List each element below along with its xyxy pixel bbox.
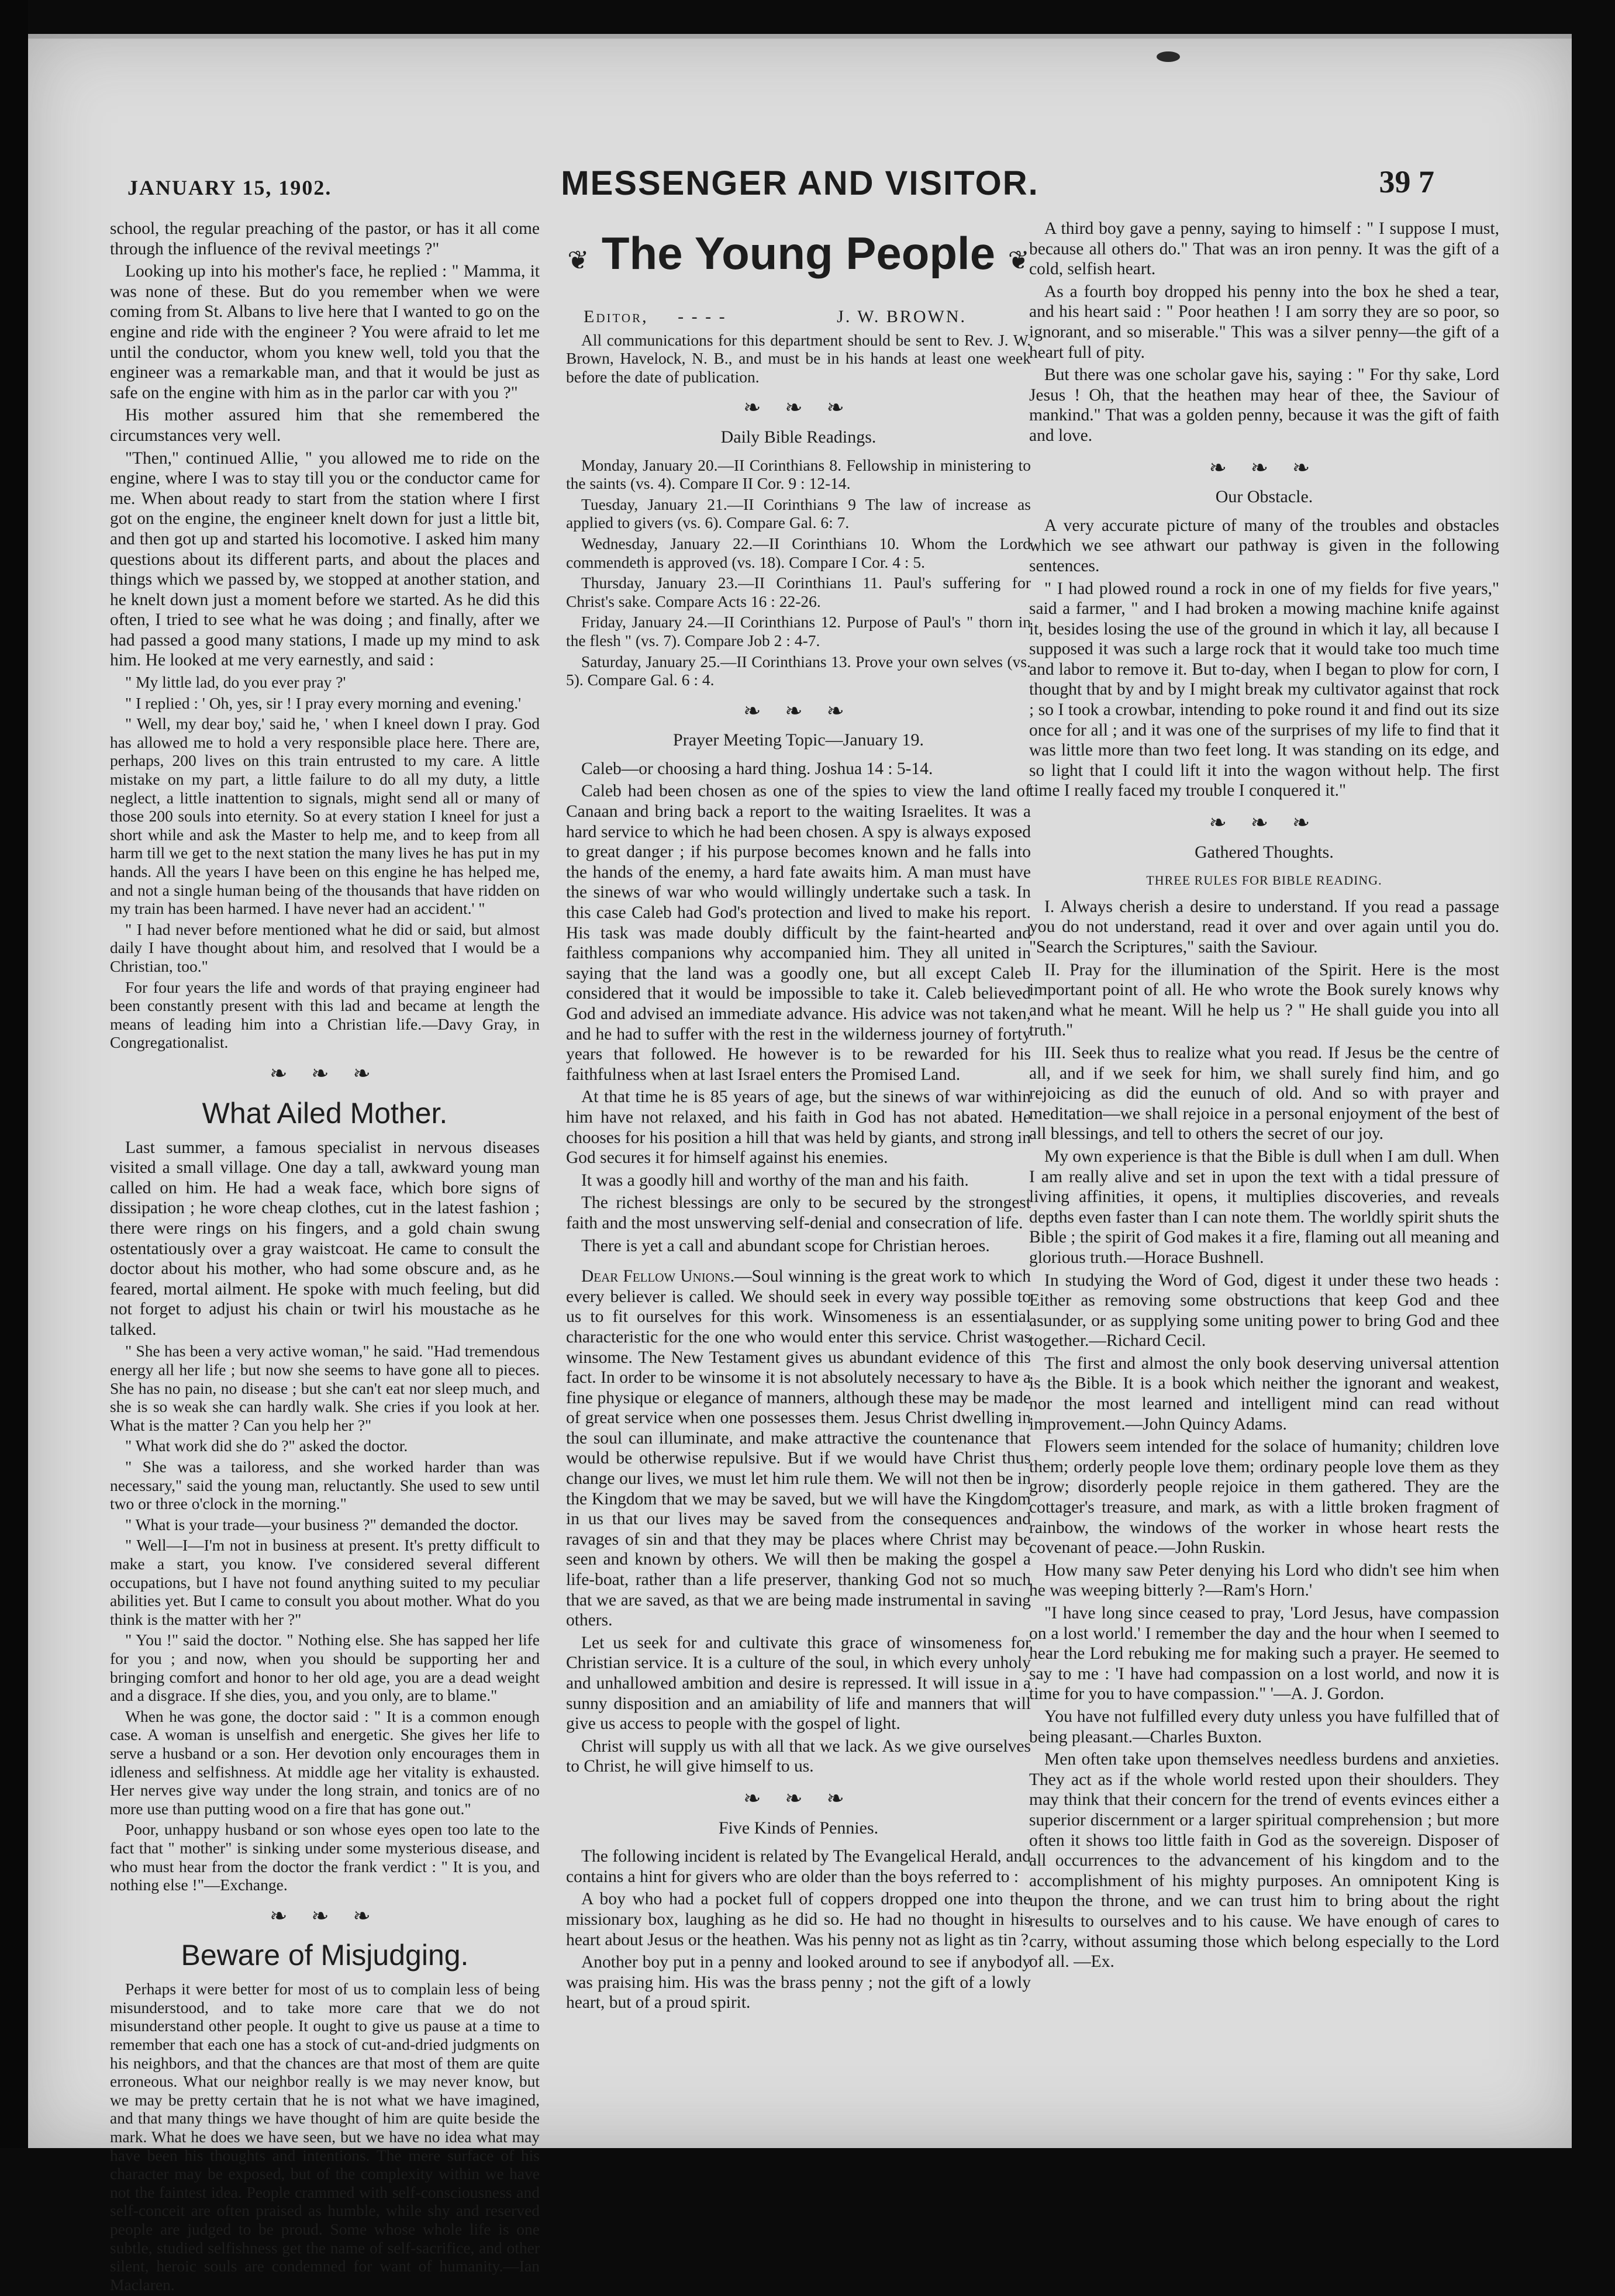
masthead (28, 138, 1572, 208)
paragraph: Caleb had been chosen as one of the spies to view the land of Canaan and bring back a report to the waiting Israelites. It was a hard service to which he had been chosen. A spy is always exposed to great danger ; if his purpose becomes known and he falls into the hands of the enemy, a hard fate awaits him. A man must have the sinews of war who would willingly undertake such a task. In this case Caleb had God's protection and lived to make his report. His task was made doubly difficult by the faint-hearted and faithless companions why accompanied him. They all united in saying that the land was a goodly one, but all except Caleb considered that it would be impossible to take it. Caleb believed God and advised an immediate advance. His advice was not taken, and he had to suffer with the rest in the wilderness journey of forty years that followed. He however is to be rewarded for his faithfulness when at last Israel enters the Promised Land. (566, 782, 1031, 1084)
editor-label: Editor, (584, 307, 648, 326)
reading-item: Saturday, January 25.—II Corinthians 13. Prove your own selves (vs. 5). Compare Gal. 6 : 4. (566, 652, 1031, 689)
paragraph: How many saw Peter denying his Lord who didn't see him when he was weeping bitterly ?—Ram's Horn.' (1029, 1560, 1499, 1600)
newspaper-page (28, 34, 1572, 2294)
paragraph: " Well, my dear boy,' said he, ' when I kneel down I pray. God has allowed me to hold a very responsible place here. There are, perhaps, 200 lives on this train entrusted to my care. A little mistake on my part, a little failure to do all my duty, a little neglect, a little inattention to signals, might send all or many of those 200 souls into eternity. So at every station I kneel for just a short while and ask the Master to help me, and to keep from all harm till we get to the next station the many lives he has put in my hands. All the years I have been on this engine he has helped me, and not a single human being of the thousands that have ridden on my train has been harmed. I have never had an accident.' " (110, 714, 540, 918)
paragraph: " I had never before mentioned what he did or said, but almost daily I have thought about him, and resolved that I would be a Christian, too." (110, 920, 540, 975)
paragraph: My own experience is that the Bible is dull when I am dull. When I am really alive and set in upon the text with a tidal pressure of living affinities, it opens, it multiplies discoveries, and reveals depths even faster than I can note them. The worldly spirit shuts the Bible ; the spirit of God makes it a fire, flaming out all meaning and glorious truth.—Horace Bushnell. (1029, 1147, 1499, 1267)
ornament-divider: ❧ ❧ ❧ (743, 396, 854, 420)
paragraph: At that time he is 85 years of age, but the sinews of war within him have not relaxed, and his faith in God has not abated. He chooses for his position a hill that was held by giants, and strong in God secures it for himself against his enemies. (566, 1087, 1031, 1168)
reading-item: Friday, January 24.—II Corinthians 12. Purpose of Paul's " thorn in the flesh " (vs. 7). Compare Job 2 : 4-7. (566, 613, 1031, 650)
reading-item: Tuesday, January 21.—II Corinthians 9 The law of increase as applied to givers (vs. 6). Compare Gal. 6: 7. (566, 495, 1031, 532)
article-subheading: THREE RULES FOR BIBLE READING. (1146, 873, 1382, 888)
paragraph: A boy who had a pocket full of coppers dropped one into the missionary box, laughing as he did so. He had no thought in his heart about Jesus or the heathen. Was his penny not as light as tin ? (566, 1890, 1031, 1949)
paragraph: " You !" said the doctor. " Nothing else. She has sapped her life for you ; and now, when you should be supporting her and bringing comfort and honor to her old age, you are a dead weight and a disgrace. If she dies, you, and you only, are to blame." (110, 1631, 540, 1705)
paragraph: Perhaps it were better for most of us to complain less of being misunderstood, and to take more care that we do not misunderstand other people. It ought to give us pause at a time to remember that each one has a stock of cut-and-dried judgments on his neighbors, and that the chances are that most of them are quite erroneous. What our neighbor really is we may never know, but we may be pretty certain that he is not what we have imagined, and that many things we have thought of him are quite beside the mark. What he does we have seen, but we have no idea what may have been his thoughts and intentions. The mere surface of his character may be exposed, but of the complexity within we have not the faintest idea. People crammed with self-consciousness and self-conceit are often praised as humble, while shy and reserved people are judged to be proud. Some whose whole life is one subtle, studied selfishness get the name of self-sacrifice, and other silent, heroic souls are condemned for want of humanity.—Ian Maclaren. (110, 1980, 540, 2294)
reading-item: Wednesday, January 22.—II Corinthians 10. Whom the Lord commendeth is approved (vs. 18). Compare I Cor. 4 : 5. (566, 534, 1031, 571)
paragraph: But there was one scholar gave his, saying : " For thy sake, Lord Jesus ! Oh, that the heathen may hear of thee, the Saviour of mankind." That was a golden penny, because it was the gift of faith and love. (1029, 365, 1499, 445)
frame-edge (28, 34, 1572, 39)
paragraph: Poor, unhappy husband or son whose eyes open too late to the fact that " mother" is sinking under some mysterious disease, and who must hear from the doctor the frank verdict : " It is you, and nothing else !"—Exchange. (110, 1820, 540, 1894)
issue-date: JANUARY 15, 1902. (127, 176, 332, 199)
paragraph: A very accurate picture of many of the troubles and obstacles which we see athwart our pathway is given in the following sentences. (1029, 516, 1499, 575)
paragraph: In studying the Word of God, digest it under these two heads : Either as removing some obstructions that keep God and thee asunder, or as supplying some uniting power to bring God and thee together.—Richard Cecil. (1029, 1270, 1499, 1351)
paragraph: A third boy gave a penny, saying to himself : " I suppose I must, because all others do." That was an iron penny. It was the gift of a cold, selfish heart. (1029, 219, 1499, 279)
editor-dashes: - - - - (678, 307, 727, 326)
paragraph: The richest blessings are only to be secured by the strongest faith and the most unswerving self-denial and consecration of life. (566, 1193, 1031, 1232)
paragraph: It was a goodly hill and worthy of the man and his faith. (581, 1171, 969, 1190)
paragraph: Christ will supply us with all that we lack. As we give ourselves to Christ, he will give himself to us. (566, 1736, 1031, 1776)
paragraph: " Well—I—I'm not in business at present. It's pretty difficult to make a start, you know. I've considered several different occupations, but I have not found anything suited to my peculiar abilities yet. But I came to consult you about mother. What do you think is the matter with her ?" (110, 1536, 540, 1628)
paragraph: For four years the life and words of that praying engineer had been constantly present with this lad and became at length the means of leading him into a Christian life.—Davy Gray, in Congregationalist. (110, 978, 540, 1052)
paragraph: There is yet a call and abundant scope for Christian heroes. (581, 1236, 990, 1255)
paragraph: " My little lad, do you ever pray ?' (125, 673, 346, 692)
newspaper-title: MESSENGER AND VISITOR. (561, 164, 1039, 202)
paragraph: " What is your trade—your business ?" demanded the doctor. (125, 1515, 519, 1534)
paragraph: You have not fulfilled every duty unless you have fulfilled that of being pleasant.—Charles Buxton. (1029, 1707, 1499, 1746)
paragraph: Flowers seem intended for the solace of humanity; children love them; orderly people love them; ordinary people love them as they grow; disorderly people rejoice in them gathered. They are the cottager's treasure, and mark, as with a little broken fragment of rainbow, the windows of the worker in whose heart rests the covenant of peace.—John Ruskin. (1029, 1437, 1499, 1558)
section-title-text: The Young People (601, 227, 996, 279)
paragraph: The following incident is related by The Evangelical Herald, and contains a hint for givers who are older than the boys referred to : (566, 1847, 1031, 1886)
paragraph: " She has been a very active woman," he said. "Had tremendous energy all her life ; but now she seems to have gone all to pieces. She has no pain, no disease ; but she can't eat nor sleep much, and she is so weak she can hardly walk. She cries if you look at her. What is the matter ? Can you help her ?" (110, 1342, 540, 1434)
page-number: 39 7 (1379, 164, 1434, 199)
paragraph: II. Pray for the illumination of the Spirit. Here is the most important point of all. He who wrote the Book surely knows why and what he meant. Will he help us ? " He shall guide you into all truth." (1029, 960, 1499, 1040)
film-border (0, 0, 28, 2148)
paragraph: "I have long since ceased to pray, 'Lord Jesus, have compassion on a lost world.' I remember the day and the hour when I seemed to hear the Lord rebuking me for making such a prayer. He seemed to say to me : 'I have had compassion on a lost world, and now it is time for you to have compassion." '—A. J. Gordon. (1029, 1604, 1499, 1704)
article-heading: Our Obstacle. (1215, 487, 1313, 507)
paragraph: school, the regular preaching of the pastor, or has it all come through the influence of the revival meetings ?" (110, 219, 540, 258)
ornament-divider: ❧ ❧ ❧ (743, 1786, 854, 1810)
column-middle (566, 219, 1031, 2015)
article-heading: Beware of Misjudging. (181, 1939, 469, 1972)
lead-in: Dear Fellow Unions. (581, 1267, 735, 1286)
paragraph: His mother assured him that she remembered the circumstances very well. (110, 406, 540, 445)
editor-line (566, 307, 1031, 327)
reading-item: Monday, January 20.—II Corinthians 8. Fellowship in ministering to the saints (vs. 4). Compare II Cor. 9 : 12-14. (566, 455, 1031, 493)
column-right (1029, 219, 1499, 1974)
article-heading: Five Kinds of Pennies. (718, 1818, 879, 1838)
paragraph: Another boy put in a penny and looked around to see if anybody was praising him. His was the brass penny ; not the gift of a lowly heart, but of a proud spirit. (566, 1953, 1031, 2012)
ornament-divider: ❧ ❧ ❧ (1209, 811, 1320, 835)
paragraph: As a fourth boy dropped his penny into the box he shed a tear, and his heart said : " Poor heathen ! I am sorry they are so poor, so ignorant, and so miserable." This was a silver penny—the gift of a heart full of pity. (1029, 282, 1499, 362)
reading-item: Thursday, January 23.—II Corinthians 11. Paul's suffering for Christ's sake. Compare Acts 16 : 22-26. (566, 574, 1031, 610)
article-heading: Daily Bible Readings. (720, 427, 876, 447)
paragraph: " She was a tailoress, and she worked harder than was necessary," said the young man, reluctantly. She used to sew until two or three o'clock in the morning." (110, 1458, 540, 1513)
paragraph: All communications for this department should be sent to Rev. J. W. Brown, Havelock, N. B., and must be in his hands at least one week before the date of publication. (566, 330, 1031, 386)
paragraph-body: —Soul winning is the great work to which every believer is called. We should seek in every way possible to us to fit ourselves for this work. Winsomeness is an essential characteristic for the one who would enter this service. Christ was winsome. The New Testament gives us abundant evidence of this fact. In order to be winsome it is not absolutely necessary to have a fine physique or elegance of manners, although these may be made of great service when one possesses them. Jesus Christ dwelling in the soul can illuminate, and make attractive the countenance that would be otherwise repulsive. But if we would have Christ thus change our lives, we must let him rule them. We will not then be in the Kingdom that we may be saved, but we will have the Kingdom in us that our lives may be saved from the consequences and ravages of sin and that they may be places where Christ may be seen and known by others. We will then be making the gospel a life-boat, rather than a life preserver, thanking God not so much that we are saved, as that we are being made instrumental in saving others. (566, 1267, 1031, 1630)
ornament-divider: ❧ ❧ ❧ (743, 699, 854, 723)
paragraph: " I had plowed round a rock in one of my fields for five years," said a farmer, " and I had broken a mowing machine knife against it, besides losing the use of the ground in which it lay, all because I supposed it was such a large rock that it would take too much time and labor to remove it. But to-day, when I began to plow for corn, I thought that by and by I might break my cultivator against that rock ; so I took a crowbar, intending to poke round it and find out its size once for all ; and it was one of the surprises of my life to find that it was little more than two feet long. It was standing on its edge, and so light that I could lift it into the wagon without help. The first time I really faced my trouble I conquered it." (1029, 579, 1499, 800)
ink-smudge (1157, 51, 1180, 62)
paragraph: Looking up into his mother's face, he replied : " Mamma, it was none of these. But do you remember when we were coming from St. Albans to live here that I wanted to go on the engine and ride with the engineer ? You were afraid to let me until the conductor, whom you knew well, told you that the engineer was a remarkable man, and that it would be just as safe on the engine with him as in the parlor car with you ?" (110, 262, 540, 402)
paragraph: The first and almost the only book deserving universal attention is the Bible. It is a book which neither the ignorant and weakest, nor the most learned and intelligent mind can read without improvement.—John Quincy Adams. (1029, 1354, 1499, 1434)
ornament-divider: ❧ ❧ ❧ (1209, 455, 1320, 479)
ornament-divider: ❧ ❧ ❧ (270, 1904, 380, 1928)
paragraph: "Then," continued Allie, " you allowed me to ride on the engine, where I was to stay till you or the conductor came for me. When about ready to start from the station where I first got on the engine, the engineer knelt down for just a little bit, and then got up and started his locomotive. I asked him many questions about its different parts, and about the places and things which we passed by, we stopped at another station, and he knelt down just a moment before we started. As he did this often, I tried to see what he was doing ; and finally, after we had passed a good many stations, I made up my mind to ask him. He looked at me very earnestly, and said : (110, 448, 540, 670)
article-heading: What Ailed Mother. (202, 1096, 448, 1130)
paragraph: Last summer, a famous specialist in nervous diseases visited a small village. One day a tall, awkward young man called on him. He had a weak face, which bore signs of dissipation ; he wore cheap clothes, cut in the latest fashion ; there were rings on his fingers, and a gold chain swung ostentatiously over a gray waistcoat. He came to consult the doctor about his mother, who had some obscure and, as he feared, mortal ailment. He spoke with much feeling, but did not forget to adjust his chain or twirl his moustache as he talked. (110, 1138, 540, 1339)
ornament-icon: ❦ (1007, 246, 1030, 275)
paragraph: " I replied : ' Oh, yes, sir ! I pray every morning and evening.' (125, 693, 522, 712)
section-title (566, 225, 1031, 289)
article-heading: Gathered Thoughts. (1195, 842, 1334, 862)
paragraph: When he was gone, the doctor said : " It is a common enough case. A woman is unselfish and energetic. She gives her life to serve a husband or a son. Her devotion only encourages them in idleness and selfishness. At middle age her vitality is exhausted. Her nerves give way under the long strain, and tonics are of no more use than putting wood on a fire that has gone out." (110, 1707, 540, 1818)
editor-name: J. W. BROWN. (837, 307, 967, 326)
paragraph: III. Seek thus to realize what you read. If Jesus be the centre of all, and if we seek for him, we shall surely find him, and go rejoicing as did the eunuch of old. And so with prayer and meditation—we shall rejoice in a personal enjoyment of the best of all blessings, and tell to others the secret of our joy. (1029, 1043, 1499, 1144)
paragraph: " What work did she do ?" asked the doctor. (125, 1437, 408, 1455)
paragraph: I. Always cherish a desire to understand. If you read a passage you do not understand, read it over and over again until you do. "Search the Scriptures," saith the Saviour. (1029, 897, 1499, 957)
article-heading: Prayer Meeting Topic—January 19. (673, 730, 924, 750)
ornament-divider: ❧ ❧ ❧ (270, 1061, 380, 1085)
paragraph: Men often take upon themselves needless burdens and anxieties. They act as if the whole world rested upon their shoulders. They may think that their concern for the trend of events evinces either a superior discernment or a larger spiritual comprehension ; but more often it shows too little faith in God as the sovereign. Disposer of all occurrences to the advancement of his kingdom and to the accomplishment of his mighty purposes. An omnipotent King is upon the throne, and we can trust him to bring about the right results to ourselves and to his cause. We have enough of cares to carry, without assuming those which belong especially to the Lord of all. —Ex. (1029, 1750, 1499, 1972)
ornament-icon: ❦ (567, 246, 589, 275)
topic-line: Caleb—or choosing a hard thing. Joshua 14 : 5-14. (581, 759, 933, 778)
paragraph: Let us seek for and cultivate this grace of winsomeness for Christian service. It is a culture of the soul, in which every unholy and unhallowed ambition and desire is repressed. It will issue in a sunny disposition and an amiability of life and manners that will give us access to people with the gospel of light. (566, 1633, 1031, 1734)
column-left (110, 219, 540, 2296)
paragraph (566, 1266, 1031, 1631)
